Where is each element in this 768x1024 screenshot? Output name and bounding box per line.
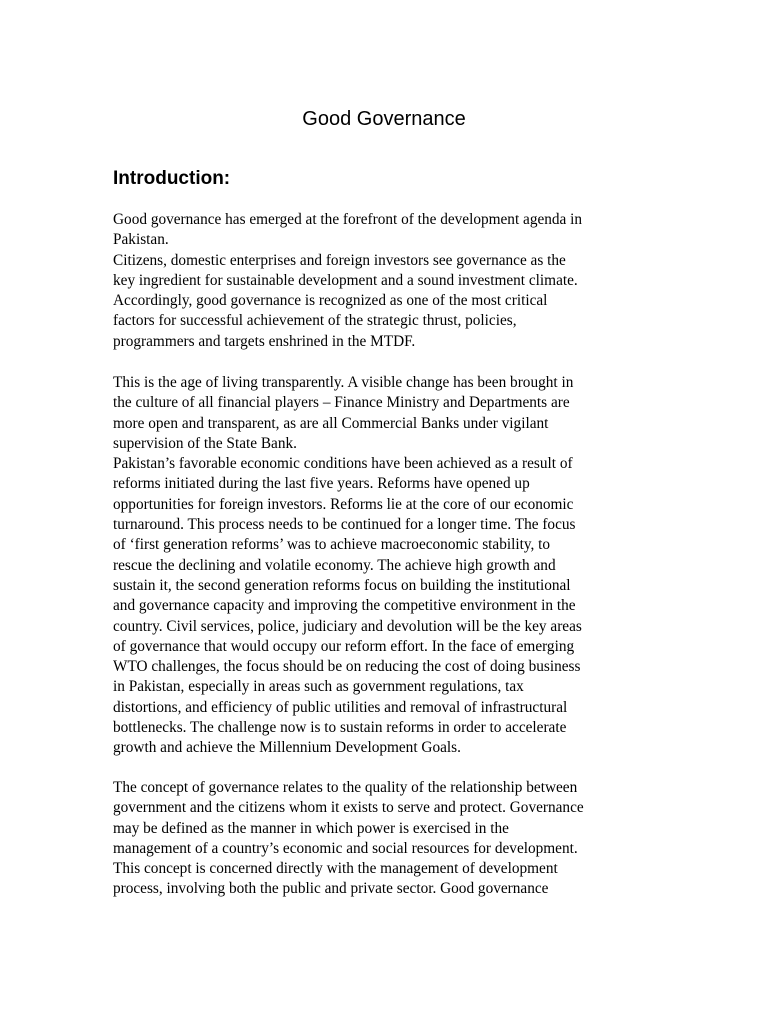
text-line: the culture of all financial players – Finance Ministry and Departments are [113, 394, 570, 412]
text-line: This concept is concerned directly with the management of development [113, 860, 558, 878]
text-line: rescue the declining and volatile economy. The achieve high growth and [113, 556, 556, 574]
text-line: factors for successful achievement of the strategic thrust, policies, [113, 312, 517, 330]
text-line: of governance that would occupy our reform effort. In the face of emerging [113, 637, 575, 655]
document-title: Good Governance [302, 108, 466, 130]
text-line: The concept of governance relates to the quality of the relationship between [113, 779, 578, 796]
text-line: management of a country’s economic and social resources for development. [113, 839, 578, 857]
text-line: distortions, and efficiency of public utilities and removal of infrastructural [113, 698, 568, 716]
text-line: reforms initiated during the last five years. Reforms have opened up [113, 475, 530, 493]
text-line: bottlenecks. The challenge now is to sustain reforms in order to accelerate [113, 719, 567, 737]
text-line: country. Civil services, police, judiciary and devolution will be the key areas [113, 617, 582, 635]
text-line: programmers and targets enshrined in the MTDF. [113, 332, 416, 350]
text-line: may be defined as the manner in which power is exercised in the [113, 819, 509, 837]
text-line: Citizens, domestic enterprises and foreign investors see governance as the [113, 251, 566, 269]
text-line: This is the age of living transparently. A visible change has been brought in [113, 374, 574, 391]
text-line: WTO challenges, the focus should be on reducing the cost of doing business [113, 658, 581, 676]
paragraph-block-1 [113, 210, 673, 352]
text-line: in Pakistan, especially in areas such as government regulations, tax [113, 678, 524, 696]
section-heading-introduction: Introduction: [113, 168, 231, 189]
text-line: Accordingly, good governance is recognized as one of the most critical [113, 292, 548, 310]
text-line: key ingredient for sustainable development and a sound investment climate. [113, 271, 578, 289]
text-line: Pakistan’s favorable economic conditions have been achieved as a result of [113, 455, 573, 473]
text-line: turnaround. This process needs to be continued for a longer time. The focus [113, 516, 576, 534]
paragraph-block-3 [113, 778, 673, 900]
text-line: process, involving both the public and private sector. Good governance [113, 880, 549, 898]
text-line: opportunities for foreign investors. Reforms lie at the core of our economic [113, 495, 574, 513]
paragraph-block-2 [113, 373, 673, 759]
text-line: of ‘first generation reforms’ was to achieve macroeconomic stability, to [113, 536, 551, 554]
text-line: growth and achieve the Millennium Development Goals. [113, 739, 461, 757]
text-line: more open and transparent, as are all Commercial Banks under vigilant [113, 414, 549, 432]
text-line: supervision of the State Bank. [113, 434, 297, 452]
text-line: government and the citizens whom it exists to serve and protect. Governance [113, 799, 584, 817]
text-line: Good governance has emerged at the forefront of the development agenda in [113, 211, 583, 228]
text-line: sustain it, the second generation reforms focus on building the institutional [113, 576, 571, 594]
text-line: Pakistan. [113, 231, 169, 249]
text-line: and governance capacity and improving the competitive environment in the [113, 597, 576, 615]
